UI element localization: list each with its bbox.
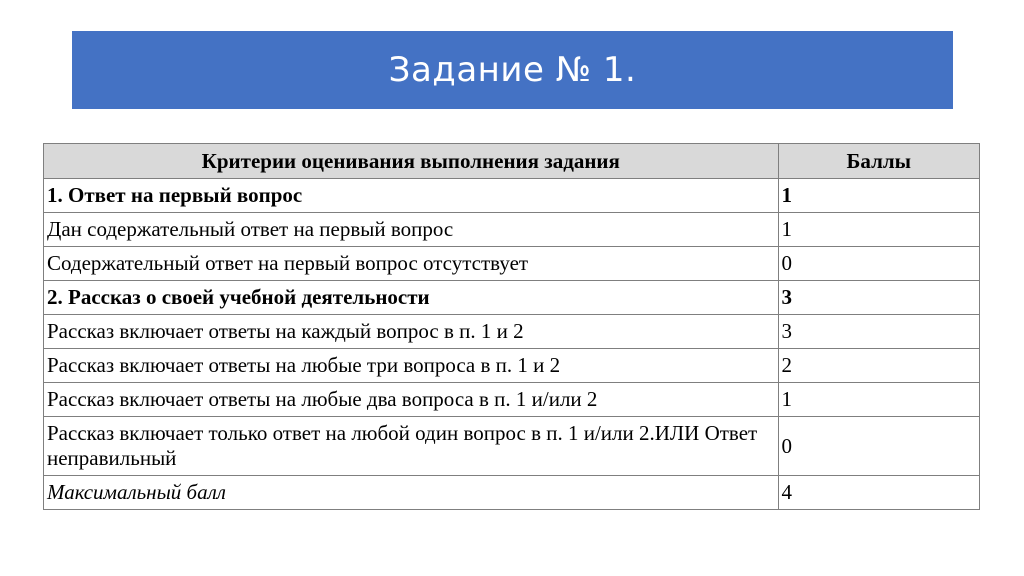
score-cell: 3 [778,281,979,315]
table-row [44,213,980,247]
slide-title: Задание № 1. [388,50,637,90]
score-cell: 2 [778,349,979,383]
score-cell: 0 [778,417,979,476]
criteria-cell: 2. Рассказ о своей учебной деятельности [44,281,779,315]
table-row [44,179,980,213]
score-cell: 4 [778,476,979,510]
criteria-table [43,143,980,510]
table-row [44,281,980,315]
criteria-cell: 1. Ответ на первый вопрос [44,179,779,213]
criteria-cell: Рассказ включает ответы на любые два вопроса в п. 1 и/или 2 [44,383,779,417]
table-header-row [44,144,980,179]
table-row [44,417,980,476]
header-score: Баллы [778,144,979,179]
table-row [44,315,980,349]
table-row [44,383,980,417]
header-criteria: Критерии оценивания выполнения задания [44,144,779,179]
score-cell: 3 [778,315,979,349]
criteria-cell: Рассказ включает только ответ на любой один вопрос в п. 1 и/или 2.ИЛИ Ответ неправильный [44,417,779,476]
table-row [44,476,980,510]
criteria-cell: Максимальный балл [44,476,779,510]
score-cell: 1 [778,213,979,247]
score-cell: 1 [778,383,979,417]
criteria-cell: Дан содержательный ответ на первый вопрос [44,213,779,247]
score-cell: 1 [778,179,979,213]
criteria-cell: Содержательный ответ на первый вопрос отсутствует [44,247,779,281]
criteria-cell: Рассказ включает ответы на каждый вопрос в п. 1 и 2 [44,315,779,349]
table-row [44,247,980,281]
score-cell: 0 [778,247,979,281]
criteria-cell: Рассказ включает ответы на любые три вопроса в п. 1 и 2 [44,349,779,383]
table-row [44,349,980,383]
title-bar [72,31,953,109]
